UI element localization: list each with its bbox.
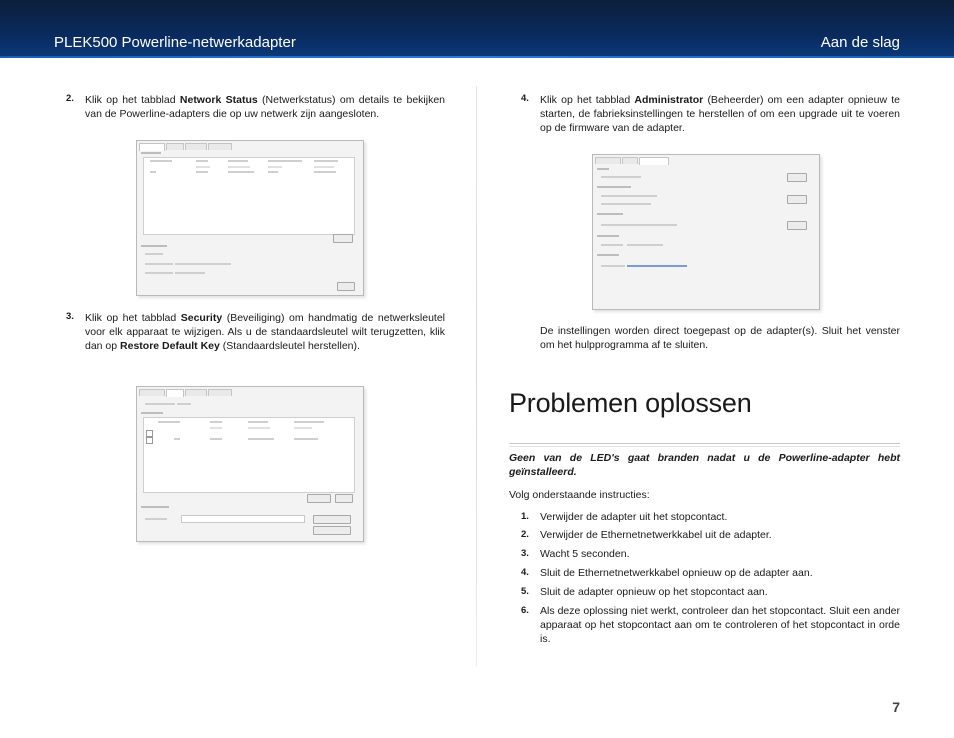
step-number: 4. — [521, 567, 529, 578]
network-status-screenshot — [136, 140, 364, 296]
page-header — [0, 0, 954, 58]
step-4 — [521, 93, 900, 135]
step-text: Verwijder de Ethernetnetwerkkabel uit de adapter. — [540, 529, 772, 541]
step-text: Sluit de Ethernetnetwerkkabel opnieuw op de adapter aan. — [540, 567, 813, 579]
document-title: PLEK500 Powerline-netwerkadapter — [54, 34, 296, 51]
restore-default-key-button — [313, 526, 351, 535]
step-number: 6. — [521, 605, 529, 616]
refresh-button — [335, 494, 353, 503]
administrator-screenshot — [592, 154, 820, 310]
heading-rule — [509, 443, 900, 444]
security-device-panel — [143, 417, 355, 493]
device-list-panel — [143, 157, 355, 235]
problem-statement: Geen van de LED's gaat branden nadat u de Powerline-adapter hebt geïnstalleerd. — [509, 452, 900, 478]
page-number: 7 — [892, 699, 900, 715]
list-item — [521, 547, 900, 561]
step-number: 4. — [521, 93, 529, 104]
step-number: 3. — [66, 311, 74, 322]
step-text — [85, 311, 445, 353]
step-2 — [66, 93, 445, 121]
instructions-intro: Volg onderstaande instructies: — [509, 489, 650, 501]
text-run: (Netwerkstatus) om details te bekijken van de Powerline-adapters die op uw netwerk zijn aangesloten. — [85, 94, 445, 120]
heading-rule-secondary — [509, 446, 900, 447]
exit-button — [337, 282, 355, 291]
section-title: Aan de slag — [820, 34, 900, 51]
list-item — [521, 510, 900, 524]
tab-name: Network Status — [179, 94, 258, 106]
list-item — [521, 528, 900, 542]
section-heading: Problemen oplossen — [509, 388, 752, 418]
text-run: (Beheerder) om een adapter opnieuw te starten, de fabrieksinstellingen te herstellen of om een upgrade uit te voeren op de firmware van de adapter. — [540, 94, 900, 134]
list-item — [521, 585, 900, 599]
column-divider — [476, 86, 477, 666]
text-run: (Beveiliging) om handmatig de netwerksleutel voor elk apparaat te wijzigen. Als u de standaardsleutel wilt terugzetten, klik dan op — [85, 312, 446, 352]
text-run: (Standaardsleutel herstellen). — [219, 340, 360, 352]
step-text: Als deze oplossing niet werkt, controleer dan het stopcontact. Sluit een ander apparaat op het stopcontact aan om te controleren of het stopcontact in orde is. — [540, 605, 900, 645]
list-item — [521, 566, 900, 580]
button-name: Restore Default Key — [120, 340, 220, 352]
screenshot-tabs — [595, 157, 670, 164]
text-run: Klik op het tabblad — [85, 312, 181, 324]
step-text: Verwijder de adapter uit het stopcontact. — [540, 511, 728, 523]
screenshot-tabs — [139, 143, 233, 150]
screenshot-tabs — [139, 389, 233, 396]
step-number: 3. — [521, 548, 529, 559]
step-text — [85, 93, 445, 121]
step-3 — [66, 311, 445, 353]
step-text: Wacht 5 seconden. — [540, 548, 630, 560]
settings-note: De instellingen worden direct toegepast op de adapter(s). Sluit het venster om het hulpprogramma af te sluiten. — [540, 325, 900, 351]
step-number: 2. — [66, 93, 74, 104]
tab-name: Administrator — [634, 94, 704, 106]
text-run: Klik op het tabblad — [540, 94, 635, 106]
step-text — [540, 93, 900, 135]
tab-name: Security — [180, 312, 223, 324]
step-number: 5. — [521, 586, 529, 597]
header-rule — [0, 56, 954, 58]
apply-change-button — [313, 515, 351, 524]
step-number: 1. — [521, 511, 529, 522]
step-number: 2. — [521, 529, 529, 540]
text-run: Klik op het tabblad — [85, 94, 180, 106]
security-screenshot — [136, 386, 364, 542]
refresh-button — [333, 234, 353, 243]
step-text: Sluit de adapter opnieuw op het stopcontact aan. — [540, 586, 768, 598]
list-item — [521, 604, 900, 646]
add-button — [307, 494, 331, 503]
